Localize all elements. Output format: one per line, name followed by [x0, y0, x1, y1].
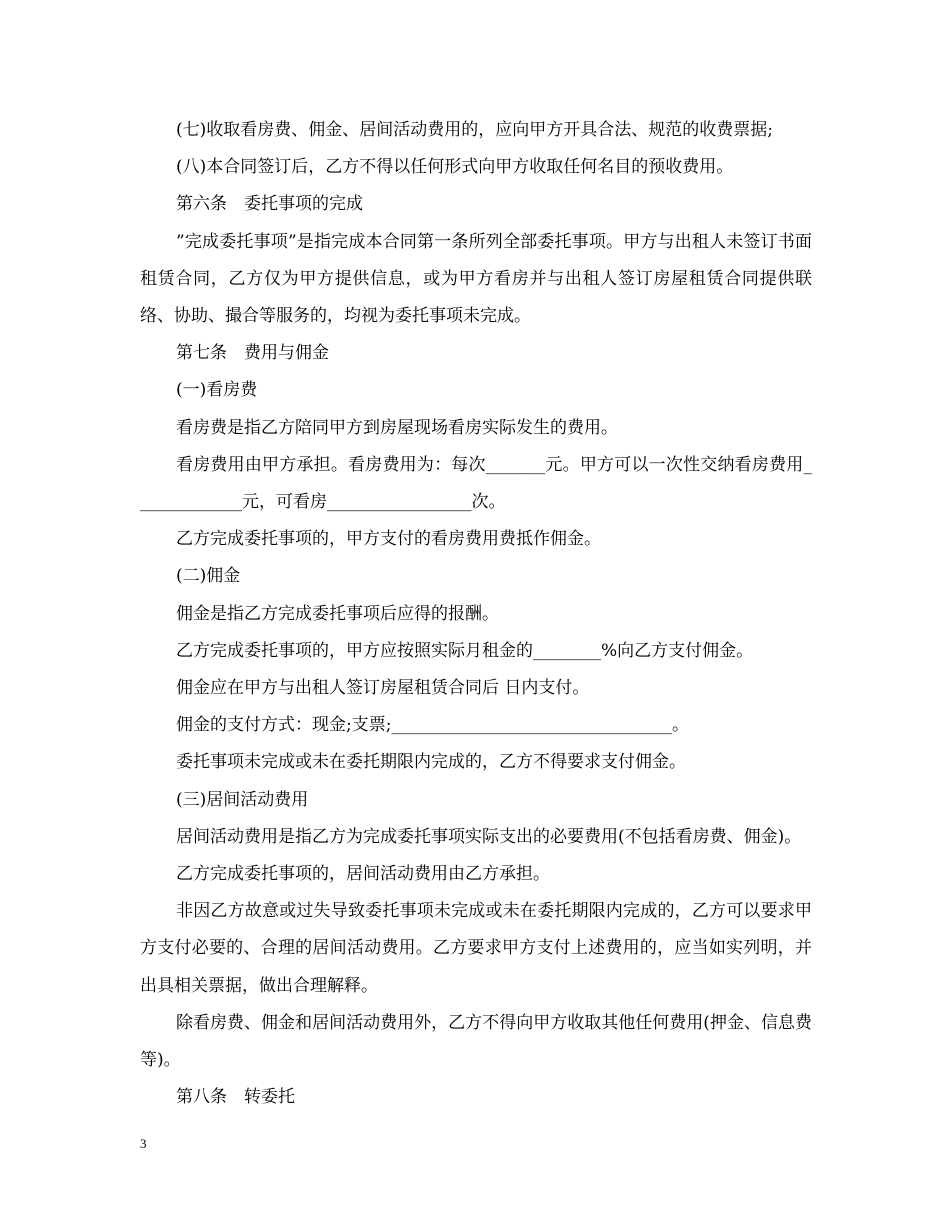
- paragraph-completion-definition: ”完成委托事项”是指完成本合同第一条所列全部委托事项。甲方与出租人未签订书面租赁合同，乙方仅为甲方提供信息，或为甲方看房并与出租人签订房屋租赁合同提供联络、协助、撮合等服务的，均视为委托事项未完成。: [140, 231, 812, 327]
- page-number: 3: [140, 1136, 147, 1151]
- paragraph-intermediary-borne-by-agent: 乙方完成委托事项的，居间活动费用由乙方承担。: [176, 864, 550, 885]
- paragraph-commission-payment-method: 佣金的支付方式：现金;支票;_________________________________。: [176, 715, 689, 736]
- paragraph-intermediary-definition: 居间活动费用是指乙方为完成委托事项实际支出的必要费用(不包括看房费、佣金)。: [176, 826, 802, 847]
- paragraph-commission-definition: 佣金是指乙方完成委托事项后应得的报酬。: [176, 603, 499, 624]
- paragraph-intermediary-reimbursement: 非因乙方故意或过失导致委托事项未完成或未在委托期限内完成的，乙方可以要求甲方支付必要的、合理的居间活动费用。乙方要求甲方支付上述费用的，应当如实列明，并出具相关票据，做出合理解释。: [140, 901, 812, 996]
- paragraph-commission-rate: 乙方完成委托事项的，甲方应按照实际月租金的________%向乙方支付佣金。: [176, 640, 754, 661]
- paragraph-clause-8: (八)本合同签订后，乙方不得以任何形式向甲方收取任何名目的预收费用。: [176, 157, 734, 178]
- heading-commission: (二)佣金: [176, 566, 241, 587]
- paragraph-no-other-fees: 除看房费、佣金和居间活动费用外，乙方不得向甲方收取其他任何费用(押金、信息费等)。: [140, 1012, 812, 1071]
- heading-article-6: 第六条 委托事项的完成: [176, 194, 363, 215]
- paragraph-viewing-fee-amount: 看房费用由甲方承担。看房费用为：每次_______元。甲方可以一次性交纳看房费用_____________元，可看房_________________次。: [140, 454, 812, 513]
- document-body: [140, 112, 812, 1116]
- heading-viewing-fee: (一)看房费: [176, 380, 258, 401]
- heading-article-7: 第七条 费用与佣金: [176, 343, 329, 364]
- heading-intermediary-expenses: (三)居间活动费用: [176, 789, 309, 810]
- paragraph-commission-deadline: 佣金应在甲方与出租人签订房屋租赁合同后 日内支付。: [176, 678, 590, 699]
- paragraph-commission-not-payable: 委托事项未完成或未在委托期限内完成的，乙方不得要求支付佣金。: [176, 752, 686, 773]
- paragraph-clause-7: (七)收取看房费、佣金、居间活动费用的，应向甲方开具合法、规范的收费票据;: [176, 120, 773, 140]
- paragraph-viewing-fee-definition: 看房费是指乙方陪同甲方到房屋现场看房实际发生的费用。: [176, 417, 618, 438]
- heading-article-8: 第八条 转委托: [176, 1087, 295, 1108]
- paragraph-viewing-fee-offset: 乙方完成委托事项的，甲方支付的看房费用费抵作佣金。: [176, 529, 601, 550]
